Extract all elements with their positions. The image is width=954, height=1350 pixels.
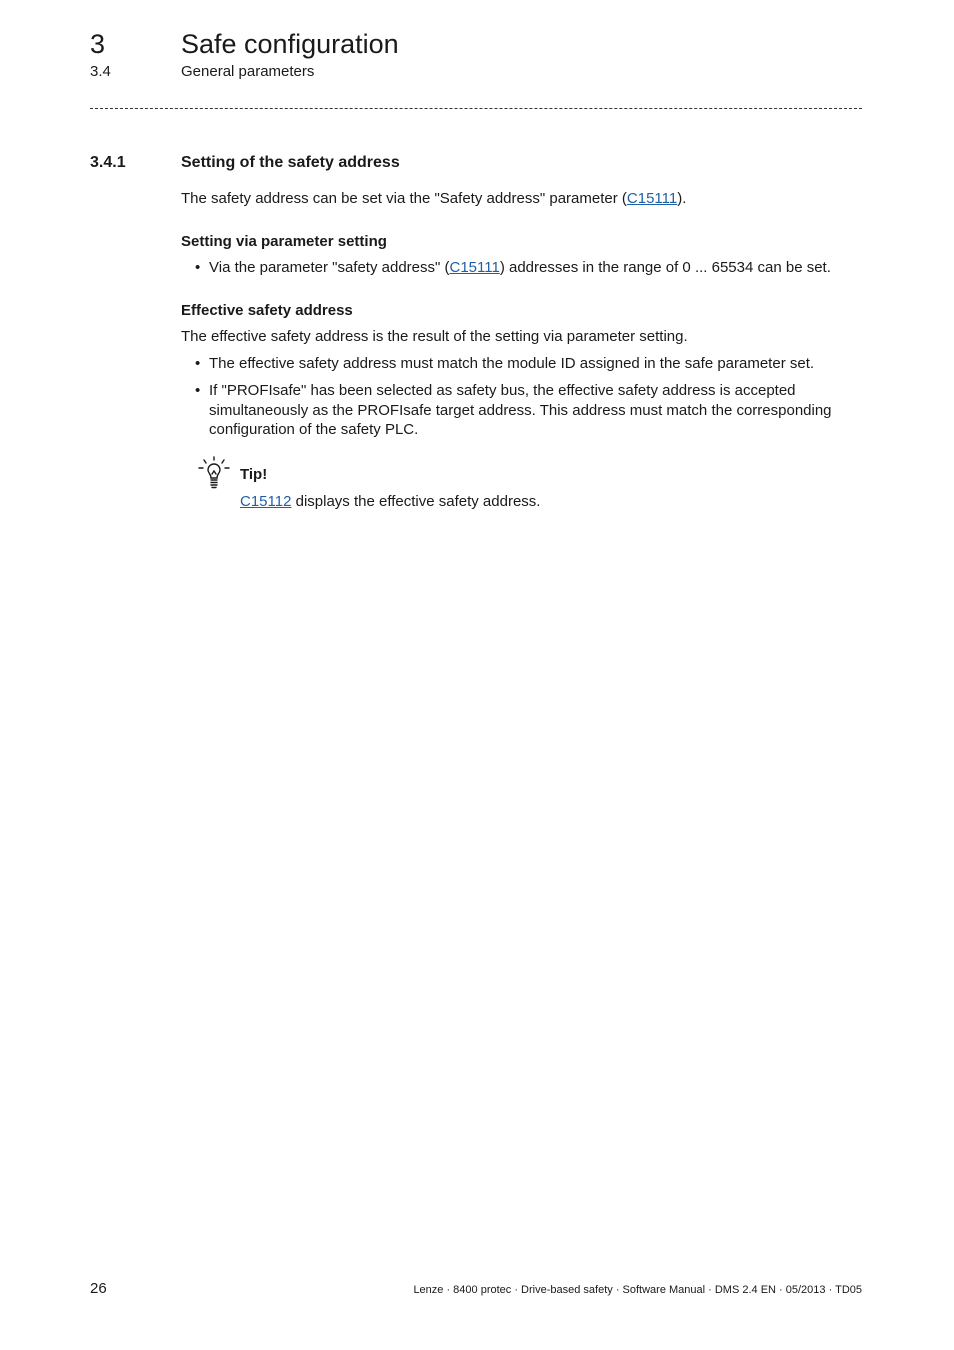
effective-bullet-line: configuration of the safety PLC. [209,421,419,438]
lightbulb-icon [197,456,233,490]
bullet-marker: • [195,355,201,372]
bullet-marker: • [195,382,201,399]
setting-bullet-after: ) addresses in the range of 0 ... 65534 can be set. [499,259,831,276]
header-divider [90,108,862,109]
bullet-marker: • [195,259,201,276]
parameter-link-c15111[interactable]: C15111 [626,190,678,207]
chapter-title: Safe configuration [181,29,399,59]
intro-text-before: The safety address can be set via the "Safety address" parameter ( [181,190,627,207]
effective-heading: Effective safety address [181,302,353,319]
effective-bullet-line: If "PROFIsafe" has been selected as safety bus, the effective safety address is accepted [209,382,796,399]
footer-doc-info: Lenze · 8400 protec · Drive-based safety · Software Manual · DMS 2.4 EN · 05/2013 · TD05 [413,1284,862,1296]
chapter-number: 3 [90,29,106,59]
subsection-number: 3.4.1 [90,154,126,171]
intro-paragraph [181,189,686,209]
subsection-title: Setting of the safety address [181,154,400,171]
parameter-link-c15112[interactable]: C15112 [240,493,292,510]
setting-bullet-before: Via the parameter "safety address" ( [209,259,450,276]
tip-text: displays the effective safety address. [291,493,541,510]
setting-bullet [209,258,831,278]
section-title: General parameters [181,63,315,80]
page-number: 26 [90,1280,107,1297]
parameter-link-c15111-bullet[interactable]: C15111 [449,259,500,276]
tip-paragraph [240,492,540,512]
effective-bullet-line: simultaneously as the PROFIsafe target address. This address must match the corresponding [209,402,832,419]
effective-bullet: The effective safety address must match the module ID assigned in the safe parameter set. [209,355,815,372]
tip-label: Tip! [240,466,268,483]
effective-text: The effective safety address is the result of the setting via parameter setting. [181,328,688,345]
section-number: 3.4 [90,63,111,80]
intro-text-after: ). [677,190,687,207]
setting-heading: Setting via parameter setting [181,233,387,250]
